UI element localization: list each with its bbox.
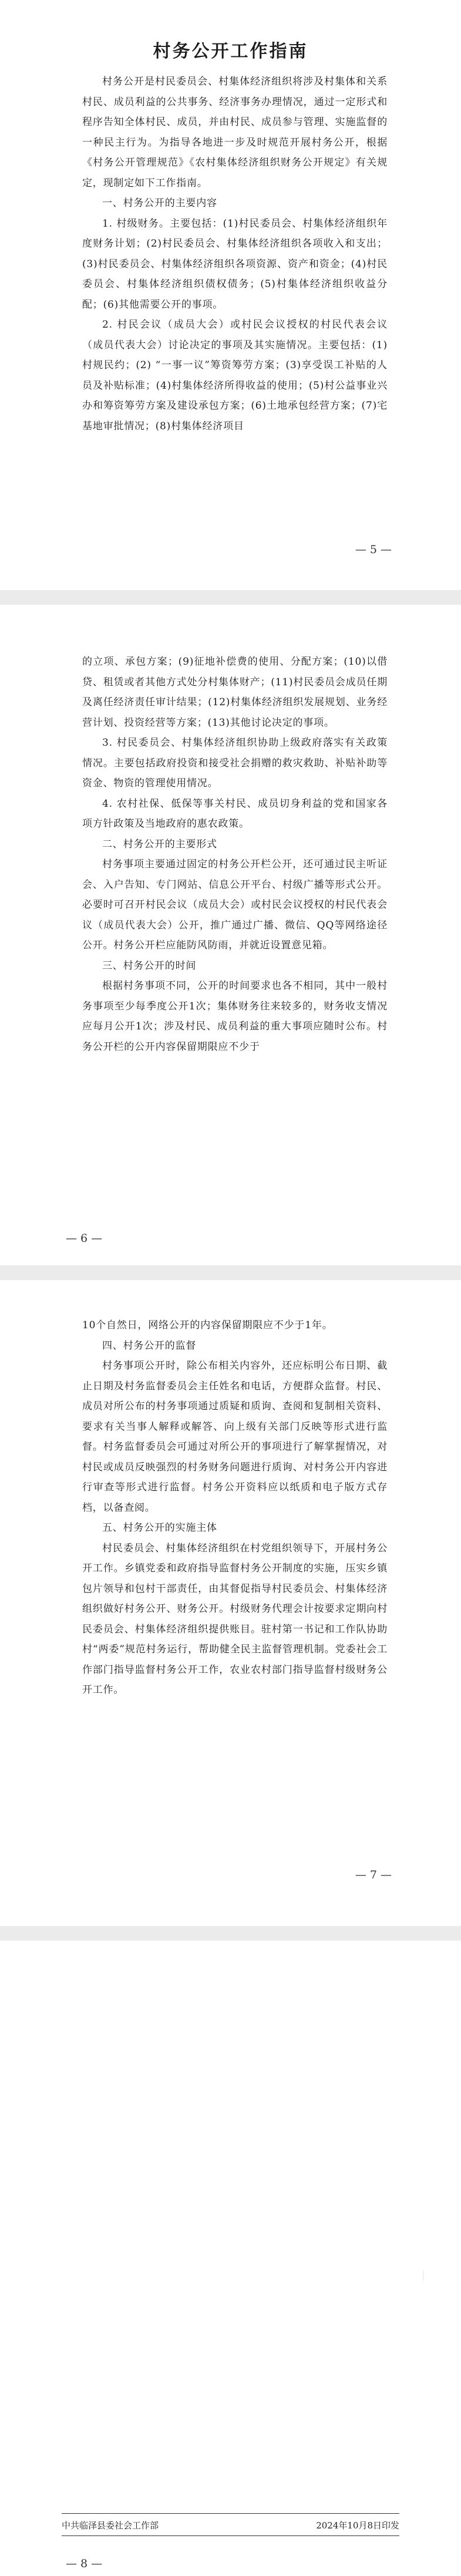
paragraph: 根据村务事项不同，公开的时间要求也各不相同，其中一般村务事项至少每季度公开1次；集体财务往来较多的，财务收支情况应每月公开1次；涉及村民、成员利益的重大事项应随时公布。村务公开栏的公开内容保留期限应不少于 <box>82 980 388 1053</box>
imprint-date: 2024年10月8日印发 <box>316 2520 399 2531</box>
paragraph: 1. 村级财务。主要包括：(1)村民委员会、村集体经济组织年度财务计划；(2)村民委员会、村集体经济组织各项收入和支出；(3)村民委员会、村集体经济组织各项资源、资产和资金；(4)村民委员会、村集体经济组织债权债务；(5)村集体经济组织收益分配；(6)其他需要公开的事项。 <box>82 217 388 311</box>
document-page-2 <box>0 605 461 1265</box>
imprint-org: 中共临泽县委社会工作部 <box>62 2520 159 2531</box>
section-heading: 一、村务公开的主要内容 <box>102 197 217 209</box>
paragraph: 10个自然日，网络公开的内容保留期限应不少于1年。 <box>82 1319 333 1331</box>
page-number: — 7 — <box>355 1868 392 1881</box>
document-page-3 <box>0 1280 461 1926</box>
paragraph: 村务事项公开时，除公布相关内容外，还应标明公布日期、截止日期及村务监督委员会主任姓名和电话，方便群众监督。村民、成员对所公布的村务事项通过质疑和质询、查阅和复制相关资料、要求有关当事人解释或解答、向上级有关部门反映等形式进行监督。村务监督委员会可通过对所公开的事项进行了解掌握情况，对村民或成员反映强烈的村务财务问题进行质询、对村务公开内容进行审查等形式进行监督。村务公开资料应以纸质和电子版方式存档，以备查阅。 <box>82 1360 388 1514</box>
page-body <box>82 1315 388 1701</box>
page-number: — 5 — <box>355 543 392 556</box>
imprint-rule-bottom <box>62 2535 399 2536</box>
paragraph: 村务公开是村民委员会、村集体经济组织将涉及村集体和关系村民、成员利益的公共事务、经济事务办理情况，通过一定形式和程序告知全体村民、成员，并由村民、成员参与管理、实施监督的一种民主行为。为指导各地进一步及时规范开展村务公开，根据《村务公开管理规范》《农村集体经济组织财务公开规定》有关规定，现制定如下工作指南。 <box>82 76 388 189</box>
imprint-rule-top <box>62 2513 399 2514</box>
section-heading: 二、村务公开的主要形式 <box>102 838 217 850</box>
page-number: — 6 — <box>66 1232 103 1245</box>
section-heading: 三、村务公开的时间 <box>102 959 197 972</box>
document-page-4 <box>0 1941 461 2576</box>
section-heading: 五、村务公开的实施主体 <box>102 1522 217 1534</box>
section-heading: 四、村务公开的监督 <box>102 1339 197 1352</box>
side-mark: …… <box>421 2270 427 2281</box>
paragraph: 3. 村民委员会、村集体经济组织协助上级政府落实有关政策情况。主要包括政府投资和接受社会捐赠的救灾救助、补贴补助等资金、物资的管理使用情况。 <box>82 737 388 789</box>
paragraph: 2. 村民会议（成员大会）或村民会议授权的村民代表会议（成员代表大会）讨论决定的事项及其实施情况。主要包括：(1)村规民约；(2) “一事一议”筹资筹劳方案；(3)享受误工补贴的人员及补贴标准；(4)村集体经济所得收益的使用；(5)村公益事业兴办和筹资筹劳方案及建设承包方案；(6)土地承包经营方案；(7)宅基地审批情况；(8)村集体经济项目 <box>82 319 388 432</box>
paragraph: 的立项、承包方案；(9)征地补偿费的使用、分配方案；(10)以借贷、租赁或者其他方式处分村集体财产；(11)村民委员会成员任期及离任经济责任审计结果；(12)村集体经济组织发展规划、业务经营计划、投资经营等方案；(13)其他讨论决定的事项。 <box>82 656 388 729</box>
document-page-1 <box>0 0 461 590</box>
page-number: — 8 — <box>66 2557 103 2570</box>
paragraph: 4. 农村社保、低保等事关村民、成员切身利益的党和国家各项方针政策及当地政府的惠农政策。 <box>82 797 388 830</box>
document-title: 村务公开工作指南 <box>153 41 308 62</box>
page-body <box>82 72 388 436</box>
paragraph: 村务事项主要通过固定的村务公开栏公开，还可通过民主听证会、入户告知、专门网站、信息公开平台、村级广播等形式公开。必要时可召开村民会议（成员大会）或村民会议授权的村民代表会议（成员代表大会）公开，推广通过广播、微信、QQ等网络途径公开。村务公开栏应能防风防雨，并就近设置意见箱。 <box>82 858 388 951</box>
paragraph: 村民委员会、村集体经济组织在村党组织领导下，开展村务公开工作。乡镇党委和政府指导监督村务公开制度的实施，压实乡镇包片领导和包村干部责任，由其督促指导村民委员会、村集体经济组织做好村务公开、财务公开。村级财务代理会计按要求定期向村民委员会、村集体经济组织提供账目。驻村第一书记和工作队协助村“两委”规范村务运行，帮助健全民主监督管理机制。党委社会工作部门指导监督村务公开工作，农业农村部门指导监督村级财务公开工作。 <box>82 1542 388 1696</box>
page-body <box>82 652 388 1057</box>
